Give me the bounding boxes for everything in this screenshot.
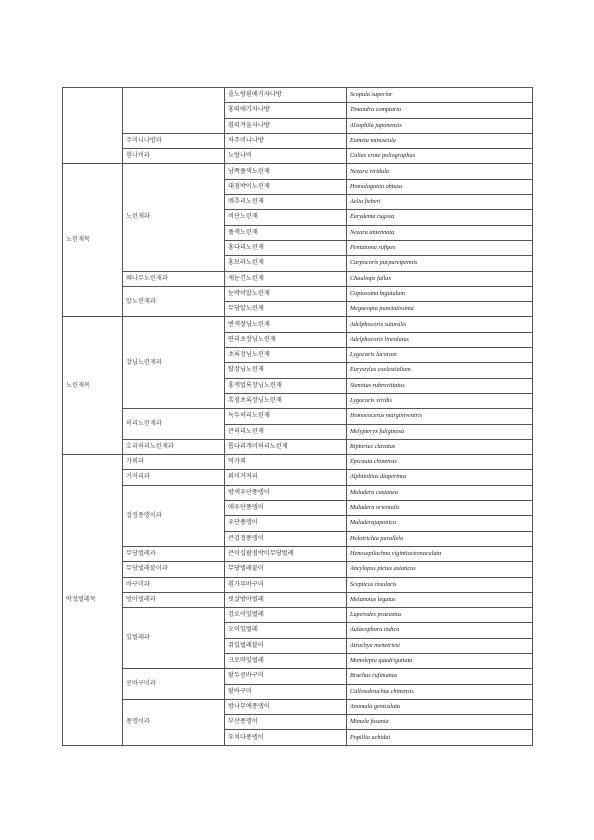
scientific-name-cell: Pentatoma rufipes [347, 240, 533, 255]
scientific-name-cell: Aulacophora indica [347, 623, 533, 638]
korean-name-cell: 흑점초록장님노린재 [225, 393, 347, 408]
korean-name-cell: 큰이십팔점박이무당벌레 [225, 546, 347, 561]
order-cell: 노린재목 [63, 317, 123, 455]
table-row [63, 271, 533, 286]
scientific-name-cell: Homalogonia obtusa [347, 179, 533, 194]
korean-name-cell: 홍띠애기자나방 [225, 103, 347, 118]
scientific-name-cell: Alsophila japonensis [347, 118, 533, 133]
korean-name-cell: 쥐잎벌레붙이 [225, 638, 347, 653]
scientific-name-cell: Henosepilachna vigintioctomaculata [347, 546, 533, 561]
korean-name-cell: 변색장님노린재 [225, 317, 347, 332]
scientific-name-cell: Aelia fieberi [347, 195, 533, 210]
korean-name-cell: 무당알노린재 [225, 302, 347, 317]
korean-name-cell: 우치다풍뎅이 [225, 730, 347, 745]
scientific-name-cell: Lygocoris lucorum [347, 348, 533, 363]
scientific-name-cell: Nezara viridula [347, 164, 533, 179]
korean-name-cell: 눈박이알노린재 [225, 286, 347, 301]
korean-name-cell: 검오이잎벌레 [225, 608, 347, 623]
korean-name-cell: 애우단풍뎅이 [225, 501, 347, 516]
scientific-name-cell: Chauliops fallax [347, 271, 533, 286]
korean-name-cell: 홍색얼룩장님노린재 [225, 378, 347, 393]
table-row [63, 699, 533, 714]
korean-name-cell: 탈장님노린재 [225, 363, 347, 378]
family-cell: 콩바구미과 [123, 669, 225, 700]
table-row [63, 592, 533, 607]
order-cell: 노린재목 [63, 164, 123, 317]
table-row [63, 133, 533, 148]
korean-name-cell: 팥바구미 [225, 684, 347, 699]
korean-name-cell: 오이잎벌레 [225, 623, 347, 638]
scientific-name-cell: Alphitobius diaperinus [347, 470, 533, 485]
scientific-name-cell: Luperodes praeustus [347, 608, 533, 623]
scientific-name-cell: Maladerajaponica [347, 516, 533, 531]
scientific-name-cell: Scopula superior [347, 88, 533, 103]
korean-name-cell: 홍보라노린재 [225, 256, 347, 271]
scientific-name-cell: Holotrichia parallela [347, 531, 533, 546]
table-row [63, 546, 533, 561]
scientific-name-cell: Bruchus rufimanus [347, 669, 533, 684]
korean-name-cell: 남쪽풀색노린재 [225, 164, 347, 179]
family-cell: 거저리과 [123, 470, 225, 485]
scientific-name-cell: Homoeocerus marginiventris [347, 409, 533, 424]
scientific-name-cell: Maladera orientalis [347, 501, 533, 516]
scientific-name-cell: Carpocoris purpureipennis [347, 256, 533, 271]
scientific-name-cell: Coptosoma bigutulum [347, 286, 533, 301]
table-row [63, 149, 533, 164]
korean-name-cell: 밤나무애풍뎅이 [225, 699, 347, 714]
korean-name-cell: 큰검정풍뎅이 [225, 531, 347, 546]
korean-name-cell: 톱다리개미허리노린재 [225, 439, 347, 454]
korean-name-cell: 크로바잎벌레 [225, 653, 347, 668]
korean-name-cell: 비단노린재 [225, 210, 347, 225]
scientific-name-cell: Melypteryx fuliginosa [347, 424, 533, 439]
korean-name-cell: 대점박이노린재 [225, 179, 347, 194]
korean-name-cell: 연리초장님노린재 [225, 332, 347, 347]
family-cell: 호리허리노린재과 [123, 439, 225, 454]
scientific-name-cell: Eumeta minuscula [347, 133, 533, 148]
korean-name-cell: 밤색우단풍뎅이 [225, 485, 347, 500]
family-cell: 가뢰과 [123, 455, 225, 470]
table-row [63, 409, 533, 424]
scientific-name-cell: Eurystylus coelestialium [347, 363, 533, 378]
family-cell [123, 88, 225, 134]
korean-name-cell: 흰가루바구미 [225, 577, 347, 592]
korean-name-cell: 먹가뢰 [225, 455, 347, 470]
family-cell: 장님노린재과 [123, 317, 225, 409]
table-row [63, 577, 533, 592]
table-row [63, 286, 533, 301]
scientific-name-cell: Epicauta chinensis [347, 455, 533, 470]
korean-name-cell: 초록장님노린재 [225, 348, 347, 363]
korean-name-cell: 무당벌레붙이 [225, 562, 347, 577]
table-row [63, 455, 533, 470]
family-cell: 노린재과 [123, 164, 225, 271]
family-cell: 쐐나무노린재과 [123, 271, 225, 286]
scientific-name-cell: Adelphocoris lineolatus [347, 332, 533, 347]
korean-name-cell: 노랑나비 [225, 149, 347, 164]
family-cell: 방아벌레과 [123, 592, 225, 607]
scientific-name-cell: Callosobruchus chinensis [347, 684, 533, 699]
order-cell [63, 88, 123, 164]
family-cell: 잎벌레과 [123, 608, 225, 669]
scientific-name-cell: Melanotus legatus [347, 592, 533, 607]
table-row [63, 669, 533, 684]
korean-name-cell: 줄노랑흰애기자나방 [225, 88, 347, 103]
table-row [63, 485, 533, 500]
table-row [63, 88, 533, 103]
korean-name-cell: 메추리노린재 [225, 195, 347, 210]
korean-name-cell: 부산풍뎅이 [225, 715, 347, 730]
family-cell: 흰나비과 [123, 149, 225, 164]
korean-name-cell: 풀색노린재 [225, 225, 347, 240]
scientific-name-cell: Colias erate poliographus [347, 149, 533, 164]
family-cell: 바구미과 [123, 577, 225, 592]
family-cell: 주머니나방과 [123, 133, 225, 148]
scientific-name-cell: Anomala geniculata [347, 699, 533, 714]
family-cell: 허리노린재과 [123, 409, 225, 440]
family-cell: 무당벌레붙이과 [123, 562, 225, 577]
korean-name-cell: 빗살방아벌레 [225, 592, 347, 607]
table-row [63, 317, 533, 332]
scientific-name-cell: Eurydema rugosa [347, 210, 533, 225]
family-cell: 알노린재과 [123, 286, 225, 317]
scientific-name-cell: Scepticus insularis [347, 577, 533, 592]
korean-name-cell: 팥두콩바구미 [225, 669, 347, 684]
species-table [62, 87, 533, 746]
korean-name-cell: 우단풍뎅이 [225, 516, 347, 531]
scientific-name-cell: Popillia uchidai [347, 730, 533, 745]
scientific-name-cell: Megacopta punctatissima [347, 302, 533, 317]
order-cell: 딱정벌레목 [63, 455, 123, 746]
table-row [63, 164, 533, 179]
scientific-name-cell: Atrachya menetriesi [347, 638, 533, 653]
scientific-name-cell: Ancylopus pictus asiaticus [347, 562, 533, 577]
scientific-name-cell: Riptortus clavatus [347, 439, 533, 454]
family-cell: 검정풍뎅이과 [123, 485, 225, 546]
korean-name-cell: 외미거저리 [225, 470, 347, 485]
family-cell: 무당벌레과 [123, 546, 225, 561]
family-cell: 풍뎅이과 [123, 699, 225, 745]
korean-name-cell: 홍다리노린재 [225, 240, 347, 255]
table-row [63, 562, 533, 577]
scientific-name-cell: Monolepta quadriguttata [347, 653, 533, 668]
korean-name-cell: 큰허리노린재 [225, 424, 347, 439]
scientific-name-cell: Timandra comptaria [347, 103, 533, 118]
table-row [63, 608, 533, 623]
table-row [63, 439, 533, 454]
scientific-name-cell: Maladera castanea [347, 485, 533, 500]
scientific-name-cell: Adelphocoris suturalis [347, 317, 533, 332]
korean-name-cell: 흰띠겨울자나방 [225, 118, 347, 133]
korean-name-cell: 녹두허리노린재 [225, 409, 347, 424]
scientific-name-cell: Nezara antennata [347, 225, 533, 240]
table-row [63, 470, 533, 485]
scientific-name-cell: Lygocoris viridis [347, 393, 533, 408]
scientific-name-cell: Mimela fusania [347, 715, 533, 730]
korean-name-cell: 차주머니나방 [225, 133, 347, 148]
scientific-name-cell: Stenotus rubrovittatus [347, 378, 533, 393]
korean-name-cell: 게눈긴노린재 [225, 271, 347, 286]
